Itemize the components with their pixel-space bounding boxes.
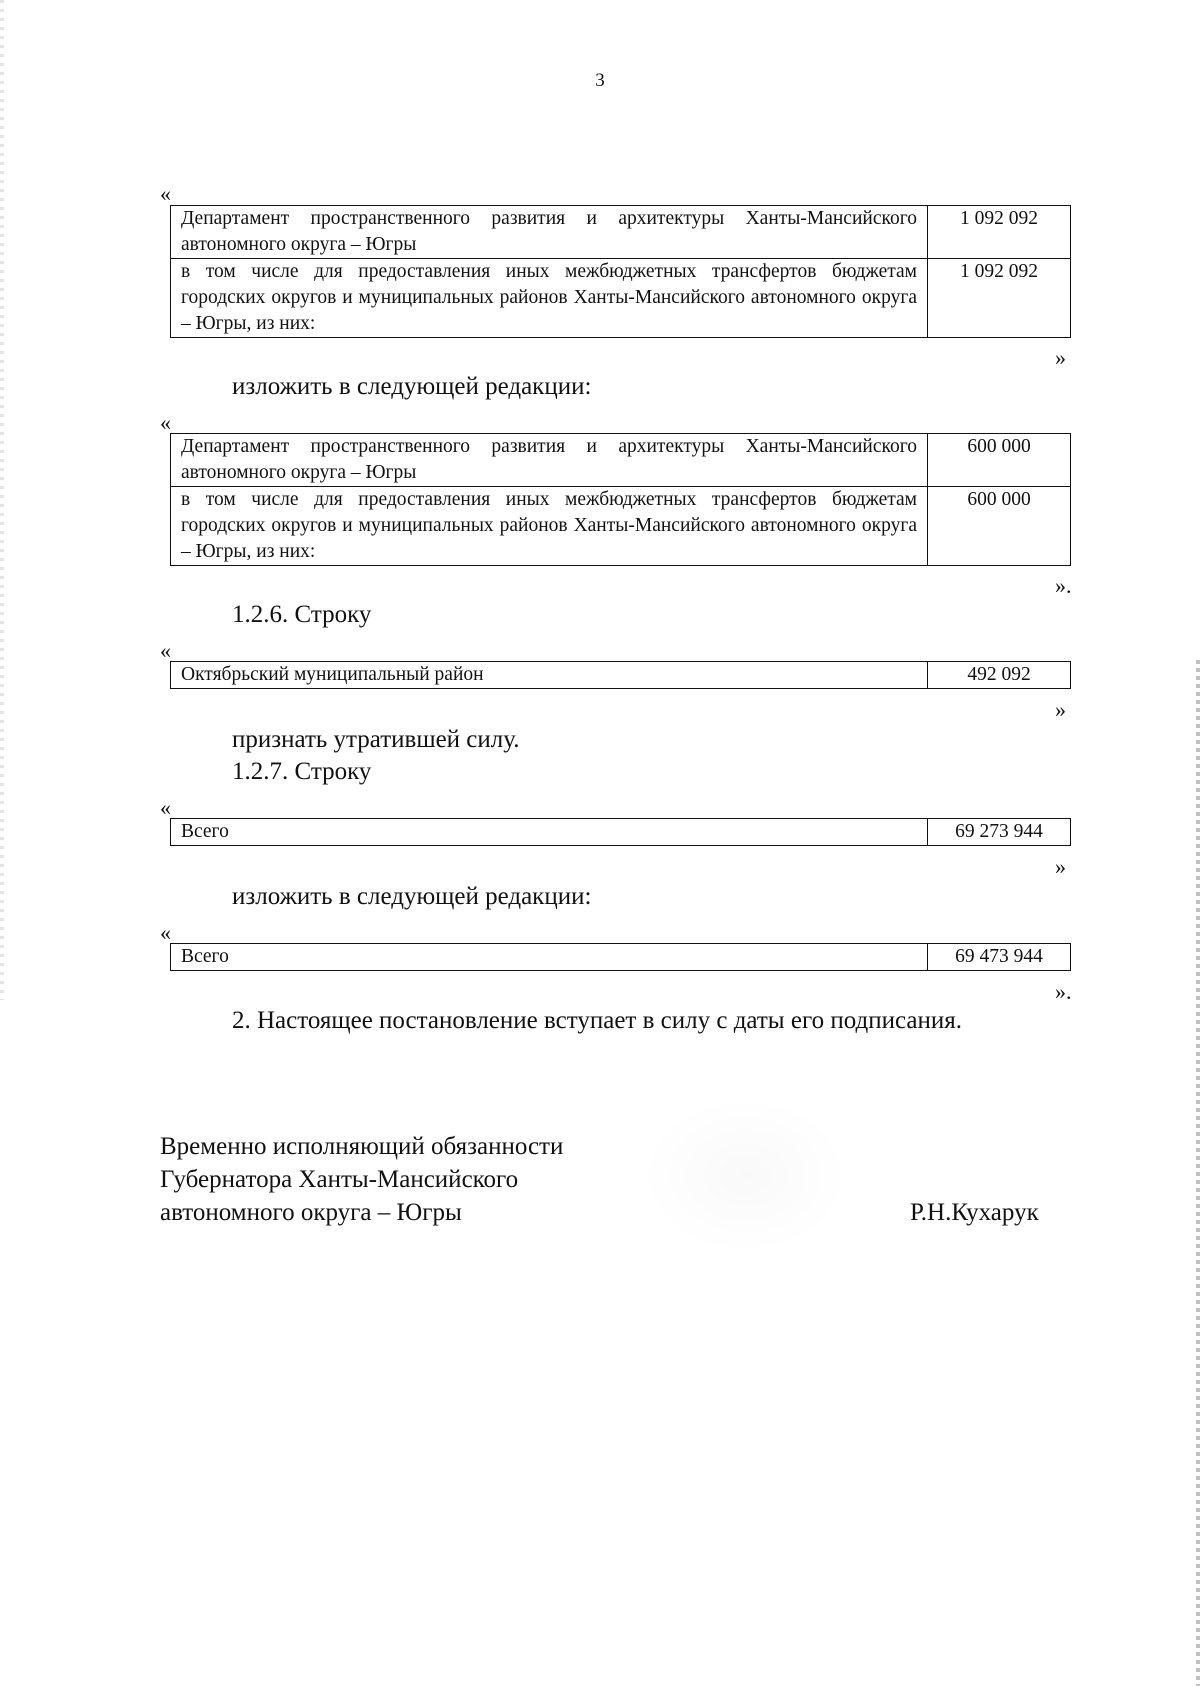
open-quote: « [160,920,171,945]
close-quote: » [1055,697,1066,722]
table-row [171,259,1071,338]
table-total-old [170,818,1071,846]
table-row [171,206,1071,259]
page-number: 3 [595,70,605,91]
signature-position [160,1130,563,1229]
edit-instruction-2: изложить в следующей редакции: [232,883,592,910]
row-name: Всего [171,819,928,846]
table-row [171,662,1071,689]
close-quote: » [1055,345,1066,370]
row-value: 1 092 092 [928,206,1071,259]
signature-line-1: Временно исполняющий обязанности [160,1133,564,1160]
open-quote: « [160,410,171,435]
close-quote: » [1055,854,1066,879]
heading-1-2-7: 1.2.7. Строку [232,758,372,785]
row-name: Всего [171,944,928,971]
heading-1-2-6: 1.2.6. Строку [232,601,372,628]
scan-edge-left [0,0,4,1000]
row-name: Департамент пространственного развития и архитектуры Ханты-Мансийского автономного округа – Югры [171,434,928,487]
row-value: 1 092 092 [928,259,1071,338]
signature-line-3: автономного округа – Югры [160,1199,462,1226]
row-value: 492 092 [928,662,1071,689]
row-name: Департамент пространственного развития и архитектуры Ханты-Мансийского автономного округа – Югры [171,206,928,259]
row-value: 600 000 [928,434,1071,487]
table-old-department [170,205,1071,338]
row-value: 69 473 944 [928,944,1071,971]
text-invalid: признать утратившей силу. [232,726,520,753]
table-row [171,944,1071,971]
close-quote: ». [1055,573,1072,598]
row-name: в том числе для предоставления иных межбюджетных трансфертов бюджетам городских округов и муниципальных районов Ханты-Мансийского автономного округа – Югры, из них: [171,259,928,338]
signature-line-2: Губернатора Ханты-Мансийского [160,1166,519,1193]
open-quote: « [160,181,171,206]
open-quote: « [160,795,171,820]
signer-name: Р.Н.Кухарук [910,1199,1039,1226]
open-quote: « [160,638,171,663]
table-oktyabrsky [170,661,1071,689]
faint-stamp [640,1095,850,1255]
table-row [171,819,1071,846]
clause-2: 2. Настоящее постановление вступает в силу с даты его подписания. [232,1007,962,1034]
scan-edge-right [1196,660,1200,1686]
row-name: Октябрьский муниципальный район [171,662,928,689]
row-name: в том числе для предоставления иных межбюджетных трансфертов бюджетам городских округов и муниципальных районов Ханты-Мансийского автономного округа – Югры, из них: [171,487,928,566]
close-quote: ». [1055,979,1072,1004]
row-value: 69 273 944 [928,819,1071,846]
row-value: 600 000 [928,487,1071,566]
table-total-new [170,943,1071,971]
table-row [171,434,1071,487]
edit-instruction-1: изложить в следующей редакции: [232,373,592,400]
table-new-department [170,433,1071,566]
table-row [171,487,1071,566]
